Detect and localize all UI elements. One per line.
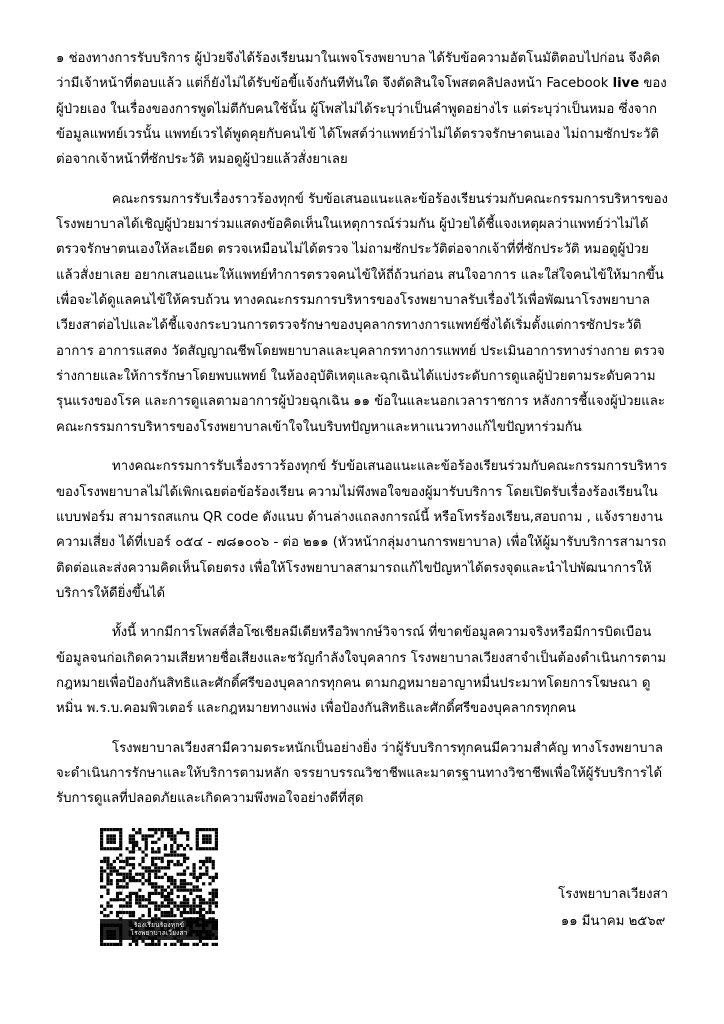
qr-code-caption [100,919,218,940]
signature-date: ๑๑ มีนาคม ๒๕๖๙ [560,914,666,930]
signature-block [558,881,668,936]
paragraph-3: ทางคณะกรรมการรับเรื่องราวร้องทุกข์ รับข้อเสนอแนะและข้อร้องเรียนร่วมกับคณะกรรมการบริหารของโรงพยาบาลไม่ได้เพิกเฉยต่อข้อร้องเรียน ความไม่พึงพอใจของผู้มารับบริการ โดยเปิดรับเรื่องร้องเรียนในแบบฟอร์ม สามารถสแกน QR code ดังแนบ ด้านล่างแถลงการณ์นี้ หรือโทรร้องเรียน,สอบถาม , แจ้งรายงานความเสี่ยง ได้ที่เบอร์ ๐๕๔ - ๗๘๑๐๐๖ - ต่อ ๒๑๑ (หัวหน้ากลุ่มงานการพยาบาล) เพื่อให้ผู้มารับบริการสามารถติดต่อและส่งความคิดเห็นโดยตรง เพื่อให้โรงพยาบาลสามารถแก้ไขปัญหาได้ตรงจุดและนำไปพัฒนาการให้บริการให้ดียิ่งขึ้นได้ [56,459,668,601]
signature-organization: โรงพยาบาลเวียงสา [558,886,668,902]
qr-code-frame [100,828,218,946]
document-body [56,46,668,812]
qr-code-block [100,828,218,946]
paragraph-1: ๑ ช่องทางการรับบริการ ผู้ป่วยจึงได้ร้องเรียนมาในเพจโรงพยาบาล ได้รับข้อความอัตโนมัติตอบไปก่อน จึงคิดว่ามีเจ้าหน้าที่ตอบแล้ว แต่ก็ยังไม่ได้รับข้อขี้แจ้งกันทีทันใด จึงตัดสินใจโพสตคลิปลงหน้า Facebook live ของผู้ป่วยเอง ในเรื่องของการพูดไม่ตีกับคนใช้นั้น ผู้โพสไม่ได้ระบุว่าเป็นคำพูดอย่างไร แต่ระบุว่าเป็นหมอ ซึ่งจากข้อมูลแพทย์เวรนั้น แพทย์เวรได้พูดคุยกับคนไข้ ได้โพสต์ว่าแพทย์ว่าไม่ได้ตรวจรักษาตนเอง ไม่ถามซักประวัติต่อจากเจ้าหน้าที่ซักประวัติ หมอดูผู้ป่วยแล้วสั่งยาเลย [56,51,667,168]
emphasis-live: live [612,76,640,92]
paragraph-5: โรงพยาบาลเวียงสามีความตระหนักเป็นอย่างยิ่ง ว่าผู้รับบริการทุกคนมีความสำคัญ ทางโรงพยาบาลจะดำเนินการรักษาและให้บริการตามหลัก จรรยาบรรณวิชาชีพและมาตรฐานทางวิชาชีพเพื่อให้ผู้รับบริการได้รับการดูแลที่ปลอดภัยและเกิดความพึงพอใจอย่างดีที่สุด [56,740,663,807]
paragraph-4: ทั้งนี้ หากมีการโพสต์สื่อโซเชียลมีเดียหรือวิพากษ์วิจารณ์ ที่ขาดข้อมูลความจริงหรือมีการบิดเบือนข้อมูลจนก่อเกิดความเสียหายชื่อเสียงและชวัญกำลังใจบุคลากร โรงพยาบาลเวียงสาจำเป็นต้องดำเนินการตามกฎหมายเพื่อป้องกันสิทธิและศักดิ์ศรีของบุคลากรทุกคน ตามกฎหมายอาญาหมื่นประมาทโดยการโฆษณา ดูหมิ่น พ.ร.บ.คอมพิวเตอร์ และกฎหมายทางแพ่ง เพื่อป้องกันสิทธิและศักดิ์ศรีของบุคลากรทุกคน [56,625,667,717]
qr-caption-line-1: ร้องเรียนร้องทุกข์ [133,920,185,929]
qr-caption-line-2: โรงพยาบาลเวียงสา [130,928,188,937]
paragraph-2: คณะกรรมการรับเรื่องราวร้องทุกข์ รับข้อเสนอแนะและข้อร้องเรียนร่วมกับคณะกรรมการบริหารของโรงพยาบาลได้เชิญผู้ป่วยมาร่วมแสดงข้อคิดเห็นในเหตุการณ์ร่วมกัน ผู้ป่วยได้ชี้แจงเหตุผลว่าแพทย์ว่าไม่ได้ตรวจรักษาตนเองให้ละเอียด ตรวจเหมือนไม่ได้ตรวจ ไม่ถามซักประวัติต่อจากเจ้าที่ที่ซักประวัติ หมอดูผู้ป่วยแล้วสั่งยาเลย อยากเสนอแนะให้แพทย์ทำการตรวจคนไข้ให้ถี่ถ้วนก่อน สนใจอาการ และใส่ใจคนไข้ให้มากขึ้นเพื่อจะได้ดูแลคนไข้ให้ครบถ้วน ทางคณะกรรมการบริหารของโรงพยาบาลรับเรื่องไว้เพื่อพัฒนาโรงพยาบาลเวียงสาต่อไปและได้ชี้แจงกระบวนการตรวจรักษาของบุคลากรทางการแพทย์ซึ่งได้เริ่มตั้งแต่การซักประวัติ อาการ อาการแสดง วัดสัญญาณชีพโดยพยาบาลและบุคลากรทางการแพทย์ ประเมินอาการทางร่างกาย ตรวจร่างกายและให้การรักษาโดยพบแพทย์ ในห้องอุบัติเหตุและฉุกเฉินได้แบ่งระดับการดูแลผู้ป่วยตามระดับความรุนแรงของโรค และการดูแลตามอาการผู้ป่วยฉุกเฉิน ๑๑ ข้อในและนอกเวลาราชการ หลังการชี้แจงผู้ป่วยและคณะกรรมการบริหารของโรงพยาบาลเข้าใจในบริบทปัญหาและหาแนวทางแก้ไขปัญหาร่วมกัน [56,191,668,435]
